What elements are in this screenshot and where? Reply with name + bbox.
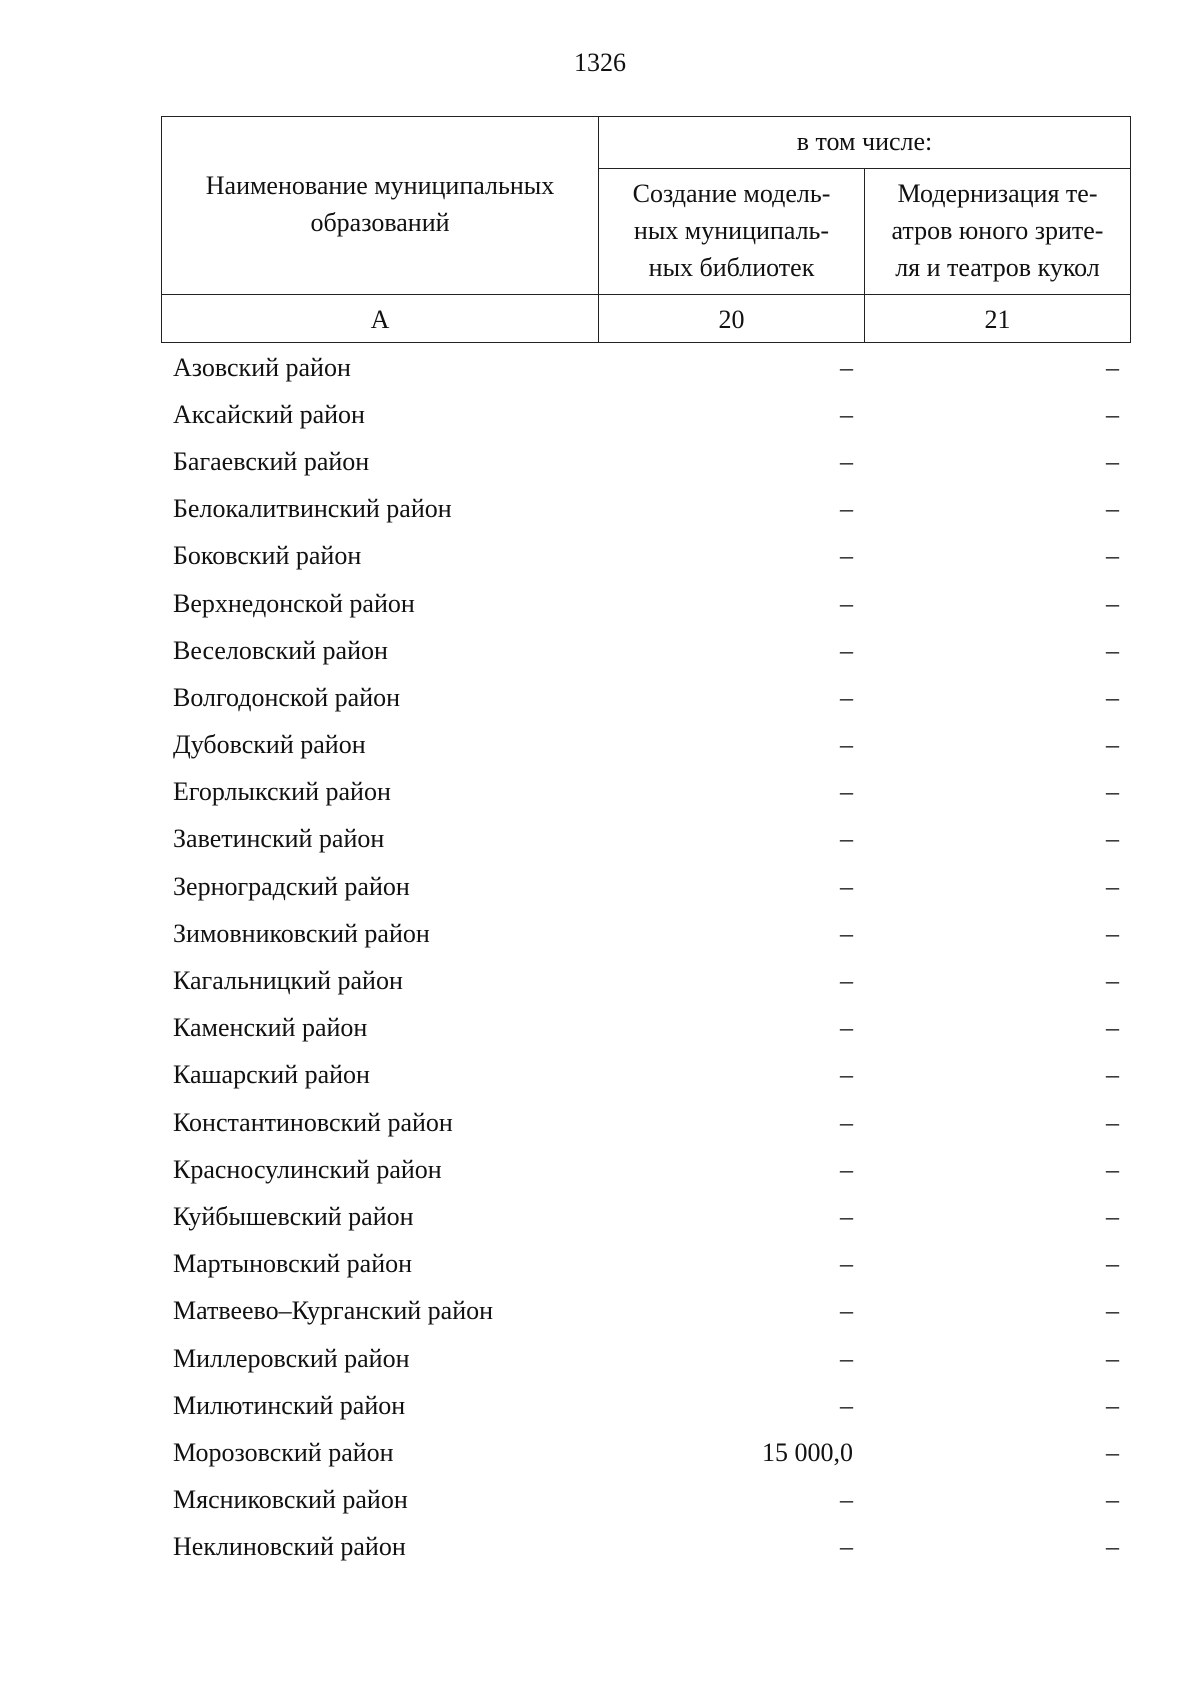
municipality-name: Боковский район (173, 541, 362, 571)
table-row (161, 1477, 1130, 1524)
table-row (161, 1288, 1130, 1335)
table-row (161, 486, 1130, 533)
table-row (161, 1524, 1130, 1571)
municipality-name: Константиновский район (173, 1107, 453, 1137)
value-col-20: – (840, 1296, 853, 1326)
value-col-21: – (1106, 682, 1119, 712)
municipality-name: Миллеровский район (173, 1343, 410, 1373)
table-row (161, 957, 1130, 1004)
value-col-21: – (1106, 777, 1119, 807)
value-col-20: – (840, 494, 853, 524)
value-col-21: – (1106, 1296, 1119, 1326)
value-col-20: – (840, 1013, 853, 1043)
value-col-20: – (840, 635, 853, 665)
value-col-20: – (840, 1201, 853, 1231)
header-name-line: образований (310, 208, 450, 237)
page-number: 1326 (574, 48, 626, 77)
table-header (161, 116, 1131, 343)
value-col-20: – (840, 871, 853, 901)
value-col-21: – (1106, 1154, 1119, 1184)
value-col-21: – (1106, 730, 1119, 760)
municipality-name: Куйбышевский район (173, 1201, 414, 1231)
municipality-name: Морозовский район (173, 1437, 394, 1467)
municipality-name: Каменский район (173, 1013, 368, 1043)
table-row (161, 1382, 1130, 1429)
value-col-21: – (1106, 1060, 1119, 1090)
value-col-21: – (1106, 918, 1119, 948)
value-col-20: – (840, 1249, 853, 1279)
header-col-21 (865, 169, 1131, 295)
municipality-name: Азовский район (173, 352, 351, 382)
value-col-20: – (840, 1343, 853, 1373)
value-col-21: – (1106, 1532, 1119, 1562)
value-col-21: – (1106, 588, 1119, 618)
municipality-name: Волгодонской район (173, 682, 401, 712)
table-row (161, 1146, 1130, 1193)
table-row (161, 1429, 1130, 1476)
column-number-21: 21 (865, 295, 1131, 343)
municipality-name: Белокалитвинский район (173, 494, 452, 524)
municipality-name: Мясниковский район (173, 1485, 408, 1515)
table-row (161, 533, 1130, 580)
table-row (161, 344, 1130, 391)
value-col-20: – (840, 588, 853, 618)
municipality-name: Матвеево–Курганский район (173, 1296, 494, 1326)
municipality-name: Мартыновский район (173, 1249, 413, 1279)
value-col-20: – (840, 1154, 853, 1184)
municipality-name: Багаевский район (173, 446, 370, 476)
value-col-21: – (1106, 966, 1119, 996)
value-col-21: – (1106, 1437, 1119, 1467)
table-row (161, 674, 1130, 721)
value-col-20: 15 000,0 (762, 1437, 853, 1467)
value-col-21: – (1106, 399, 1119, 429)
table-row (161, 627, 1130, 674)
table-row (161, 1335, 1130, 1382)
table-row (161, 1099, 1130, 1146)
table-row (161, 1241, 1130, 1288)
municipality-name: Верхнедонской район (173, 588, 415, 618)
municipality-name: Кагальницкий район (173, 966, 403, 996)
header-col-20 (599, 169, 865, 295)
value-col-20: – (840, 966, 853, 996)
column-number-20: 20 (599, 295, 865, 343)
table-row (161, 1193, 1130, 1240)
table-row (161, 910, 1130, 957)
value-col-20: – (840, 352, 853, 382)
header-col-20-line: ных муниципаль- (633, 216, 830, 245)
value-col-21: – (1106, 1013, 1119, 1043)
table-row (161, 769, 1130, 816)
value-col-21: – (1106, 635, 1119, 665)
table-row (161, 816, 1130, 863)
value-col-20: – (840, 730, 853, 760)
value-col-20: – (840, 1485, 853, 1515)
municipality-name: Кашарский район (173, 1060, 370, 1090)
table-body (161, 344, 1130, 1571)
value-col-21: – (1106, 1343, 1119, 1373)
value-col-21: – (1106, 824, 1119, 854)
table-row (161, 1052, 1130, 1099)
value-col-21: – (1106, 1249, 1119, 1279)
header-name-column (162, 117, 599, 295)
value-col-20: – (840, 446, 853, 476)
value-col-21: – (1106, 1107, 1119, 1137)
header-col-20-line: ных библиотек (648, 253, 815, 282)
municipality-name: Милютинский район (173, 1390, 406, 1420)
value-col-21: – (1106, 446, 1119, 476)
value-col-21: – (1106, 1390, 1119, 1420)
header-name-line: Наименование муниципальных (205, 171, 555, 200)
value-col-21: – (1106, 541, 1119, 571)
value-col-20: – (840, 1060, 853, 1090)
municipality-name: Заветинский район (173, 824, 385, 854)
value-col-20: – (840, 918, 853, 948)
header-col-21-line: ля и театров кукол (895, 253, 1100, 282)
value-col-21: – (1106, 494, 1119, 524)
municipality-name: Красносулинский район (173, 1154, 442, 1184)
header-col-21-line: Модернизация те- (897, 179, 1098, 208)
value-col-20: – (840, 1532, 853, 1562)
value-col-20: – (840, 824, 853, 854)
municipality-name: Зимовниковский район (173, 918, 430, 948)
column-number-a: А (162, 295, 599, 343)
municipality-name: Егорлыкский район (173, 777, 391, 807)
table-row (161, 438, 1130, 485)
table-row (161, 863, 1130, 910)
header-col-21-line: атров юного зрите- (891, 216, 1104, 245)
value-col-20: – (840, 777, 853, 807)
value-col-20: – (840, 399, 853, 429)
value-col-20: – (840, 541, 853, 571)
table-row (161, 722, 1130, 769)
value-col-20: – (840, 682, 853, 712)
value-col-21: – (1106, 1201, 1119, 1231)
municipality-name: Аксайский район (173, 399, 365, 429)
header-col-20-line: Создание модель- (632, 179, 831, 208)
municipality-name: Зерноградский район (173, 871, 410, 901)
value-col-21: – (1106, 352, 1119, 382)
municipality-name: Веселовский район (173, 635, 388, 665)
value-col-21: – (1106, 871, 1119, 901)
table-row (161, 391, 1130, 438)
table-row (161, 1005, 1130, 1052)
value-col-20: – (840, 1107, 853, 1137)
value-col-20: – (840, 1390, 853, 1420)
municipality-name: Дубовский район (173, 730, 366, 760)
table-row (161, 580, 1130, 627)
header-group: в том числе: (599, 117, 1131, 169)
municipality-name: Неклиновский район (173, 1532, 406, 1562)
value-col-21: – (1106, 1485, 1119, 1515)
